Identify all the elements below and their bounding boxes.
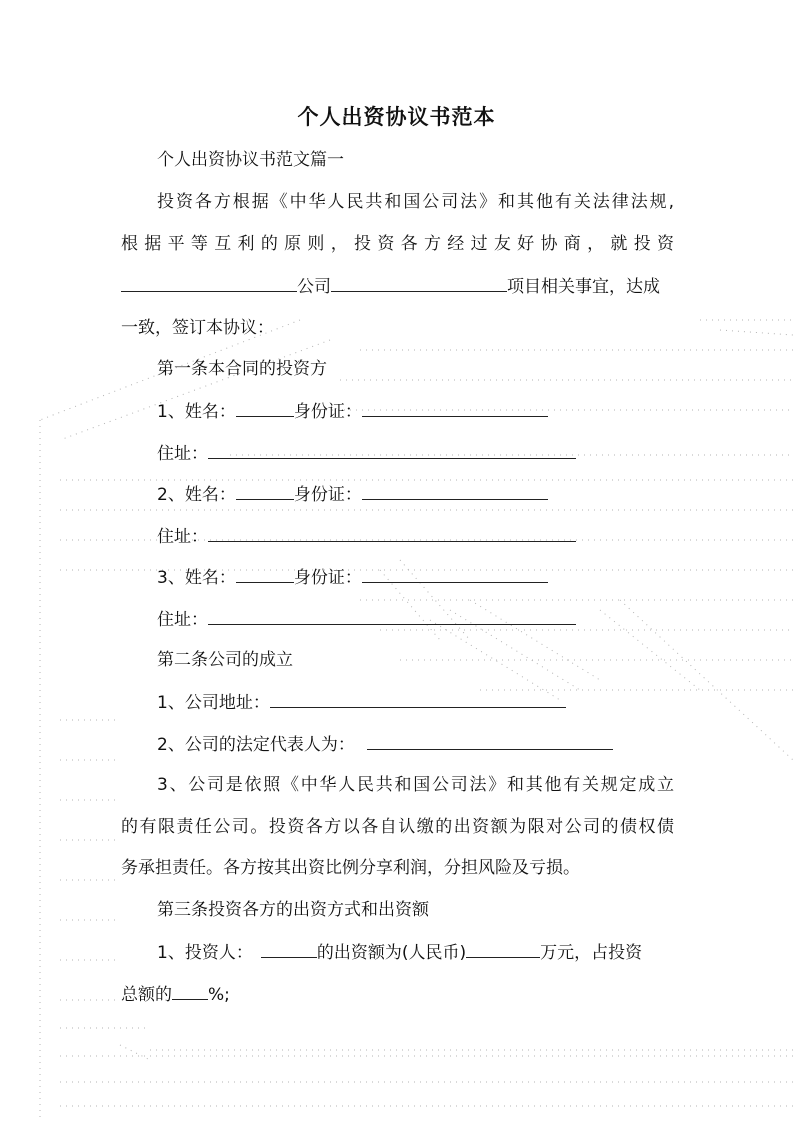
investor-3-id-label: 身份证：	[293, 568, 362, 588]
investor-3-name-label: 3、姓名：	[157, 568, 236, 588]
article-1-title: 第一条本合同的投资方	[157, 359, 327, 379]
intro-company-label: 公司	[297, 277, 331, 297]
project-name-blank[interactable]	[331, 273, 507, 292]
intro-line-2: 根据平等互利的原则，投资各方经过友好协商，就投资	[121, 234, 674, 254]
clause-3-line-1: 3、公司是依照《中华人民共和国公司法》和其他有关规定成立	[157, 775, 674, 795]
investor-2-address-label: 住址：	[157, 527, 208, 547]
investor-name-blank[interactable]	[261, 939, 317, 958]
intro-line-1: 投资各方根据《中华人民共和国公司法》和其他有关法律法规,	[157, 192, 674, 212]
company-name-blank[interactable]	[121, 273, 297, 292]
investor-3-row	[157, 564, 548, 591]
percentage-blank[interactable]	[172, 981, 208, 1000]
company-address-blank[interactable]	[270, 689, 566, 708]
total-row	[121, 981, 230, 1008]
article-2-title: 第二条公司的成立	[157, 650, 293, 670]
investment-suffix-label: 万元，占投资	[540, 943, 643, 963]
investor-1-id-label: 身份证：	[293, 402, 362, 422]
investor-2-row	[157, 481, 548, 508]
document-subtitle: 个人出资协议书范文篇一	[157, 150, 344, 170]
document-title: 个人出资协议书范本	[297, 105, 496, 129]
legal-rep-row	[157, 731, 613, 758]
investor-3-name-blank[interactable]	[236, 564, 294, 583]
investor-2-name-blank[interactable]	[236, 481, 294, 500]
total-suffix-label: %;	[208, 985, 230, 1005]
clause-3-line-3: 务承担责任。各方按其出资比例分享利润，分担风险及亏损。	[121, 858, 580, 878]
investment-amount-blank[interactable]	[466, 939, 540, 958]
intro-project-label: 项目相关事宜，达成	[507, 277, 660, 297]
company-address-label: 1、公司地址：	[157, 693, 270, 713]
investment-row	[157, 939, 642, 966]
investor-1-address-label: 住址：	[157, 444, 208, 464]
investor-2-address-row	[157, 523, 576, 550]
article-3-title: 第三条投资各方的出资方式和出资额	[157, 900, 429, 920]
total-prefix-label: 总额的	[121, 985, 172, 1005]
investor-1-row	[157, 398, 548, 425]
legal-rep-blank[interactable]	[367, 731, 613, 750]
intro-line-4: 一致，签订本协议：	[121, 318, 274, 338]
investor-1-name-blank[interactable]	[236, 398, 294, 417]
investor-2-id-label: 身份证：	[293, 485, 362, 505]
investor-1-name-label: 1、姓名：	[157, 402, 236, 422]
investor-3-address-row	[157, 606, 576, 633]
investor-2-name-label: 2、姓名：	[157, 485, 236, 505]
legal-rep-label: 2、公司的法定代表人为：	[157, 735, 355, 755]
company-address-row	[157, 689, 566, 716]
investor-label: 1、投资人：	[157, 943, 253, 963]
investor-1-address-blank[interactable]	[208, 440, 576, 459]
investor-3-address-label: 住址：	[157, 610, 208, 630]
investor-1-id-blank[interactable]	[362, 398, 548, 417]
clause-3-line-2: 的有限责任公司。投资各方以各自认缴的出资额为限对公司的债权债	[121, 817, 674, 837]
investor-2-id-blank[interactable]	[362, 481, 548, 500]
investor-2-address-blank[interactable]	[208, 523, 576, 542]
investor-1-address-row	[157, 440, 576, 467]
intro-line-3	[121, 273, 660, 300]
investor-3-address-blank[interactable]	[208, 606, 576, 625]
investment-mid-label: 的出资额为(人民币)	[316, 943, 467, 963]
investor-3-id-blank[interactable]	[362, 564, 548, 583]
